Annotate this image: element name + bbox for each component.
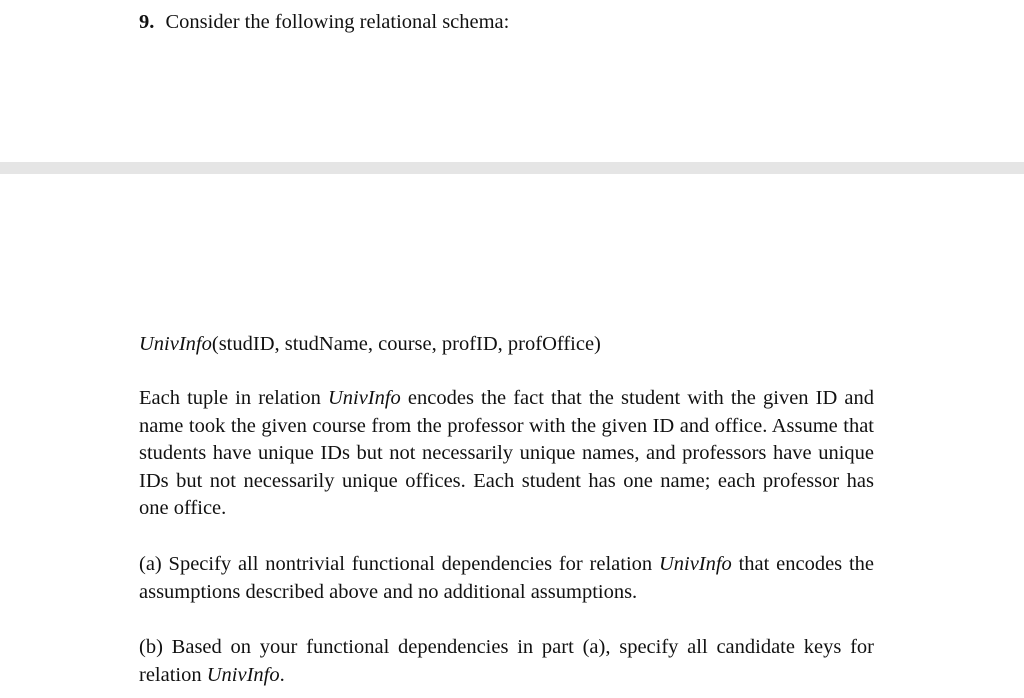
part-a-text-end: that encodes the assumptions described above and no additional assumptions. (139, 553, 874, 603)
part-a-relation-name: UnivInfo (658, 553, 732, 575)
page-divider (0, 162, 1024, 174)
description-paragraph (139, 385, 874, 523)
question-part-a (139, 551, 874, 606)
question-heading (139, 9, 509, 35)
schema-attributes: (studID, studName, course, profID, profOffice) (211, 333, 601, 355)
description-text-end: encodes the fact that the student with the given ID and name took the given course from the professor with the given ID and office. Assume that students have unique IDs but not necessarily unique names, and professors have unique IDs but not necessarily unique offices. Each student has one name; each professor has one office. (139, 387, 874, 520)
question-heading-text: Consider the following relational schema: (165, 11, 510, 33)
page-top-section (0, 0, 1024, 162)
part-b-relation-name: UnivInfo (206, 663, 280, 686)
question-number: 9. (139, 11, 155, 33)
part-b-text-start: (b) Based on your functional dependencies in part (a), specify all candidate keys for relation (139, 636, 874, 686)
part-a-text-start: (a) Specify all nontrivial functional dependencies for relation (139, 553, 659, 575)
description-text-start: Each tuple in relation (139, 387, 328, 409)
part-b-text-end: . (279, 663, 285, 686)
description-relation-name: UnivInfo (327, 387, 401, 409)
relational-schema (139, 331, 874, 359)
schema-relation-name: UnivInfo (139, 333, 212, 355)
question-part-b (139, 634, 874, 689)
